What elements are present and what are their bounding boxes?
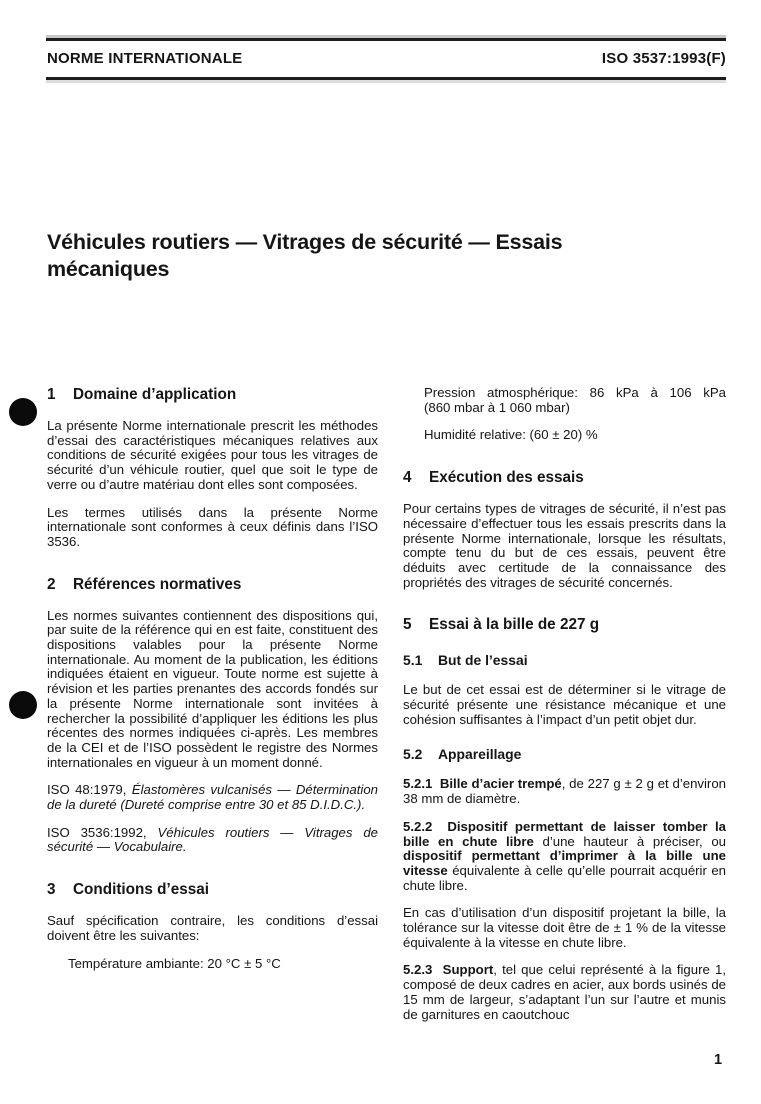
section-2-number: 2	[47, 575, 56, 593]
section-5-1-heading	[403, 652, 726, 668]
section-3-heading	[47, 881, 378, 898]
header-rule-top	[46, 38, 726, 41]
section-1-number: 1	[47, 386, 56, 403]
reference-iso-48	[47, 783, 378, 812]
reference-iso-3536	[47, 826, 378, 855]
reference-iso-3536-label: ISO 3536:1992,	[47, 824, 158, 840]
section-4-title: Exécution des essais	[429, 469, 584, 487]
condition-pressure-line2: (860 mbar à 1 060 mbar)	[424, 399, 570, 415]
reference-iso-48-title: Élastomères vulcanisés — Détermination de la dureté (Dureté comprise entre 30 et 85 D.I.D.C.).	[47, 782, 378, 813]
header-rule-bottom	[46, 77, 726, 80]
section-3-title: Conditions d’essai	[73, 881, 209, 899]
document-title-line1: Véhicules routiers — Vitrages de sécurité — Essais	[47, 230, 563, 254]
clause-5-2-2-text-1: d’une hauteur à préciser, ou	[533, 833, 726, 849]
clause-5-2-3-text: , tel que celui représenté à la figure 1, composé de deux cadres en acier, aux bords usinés de 15 mm de largeur, s’adaptant l’un sur l’autre et munis de garnitures en caoutchouc	[403, 962, 726, 1022]
section-1-heading	[47, 386, 378, 403]
section-5-2-title: Appareillage	[438, 746, 522, 763]
section-3-number: 3	[47, 881, 56, 899]
header-left-text: NORME INTERNATIONALE	[47, 50, 243, 67]
reference-iso-3536-title: Véhicules routiers — Vitrages de sécurité — Vocabulaire.	[47, 824, 378, 855]
page-number: 1	[714, 1052, 723, 1068]
section-5-2-number: 5.2	[403, 746, 423, 763]
document-title-line2: mécaniques	[47, 257, 170, 281]
clause-5-2-1-term: 5.2.1 Bille d’acier trempé	[403, 776, 562, 792]
clause-5-2-1-text: , de 227 g ± 2 g et d’environ 38 mm de diamètre.	[403, 776, 726, 807]
section-5-title: Essai à la bille de 227 g	[429, 616, 600, 634]
binding-dot-top	[9, 398, 37, 426]
condition-pressure-line1: Pression atmosphérique: 86 kPa à 106 kPa	[424, 385, 726, 400]
clause-5-2-1	[403, 777, 726, 806]
clause-5-2-3	[403, 963, 726, 1022]
section-1-title: Domaine d’application	[73, 386, 237, 403]
section-5-2-heading	[403, 746, 726, 762]
left-column	[47, 386, 378, 1035]
section-5-heading	[403, 616, 726, 633]
section-5-number: 5	[403, 616, 412, 634]
clause-5-2-2-text-2: équivalente à celle qu’elle pourrait acquérir en chute libre.	[403, 862, 726, 893]
section-1-paragraph-1: La présente Norme internationale prescrit les méthodes d’essai des caractéristiques mécaniques relatives aux conditions de sécurité exigées pour tous les vitrages de sécurité d’un véhicule routier, quel que soit le type de verre ou d’autre matériau dont elles sont composées.	[47, 418, 378, 492]
section-2-title: Références normatives	[73, 575, 242, 593]
section-3-paragraph-1: Sauf spécification contraire, les conditions d’essai doivent être les suivantes:	[47, 913, 378, 943]
section-1-paragraph-2: Les termes utilisés dans la présente Norme internationale sont conformes à ceux définis dans l’ISO 3536.	[47, 504, 378, 549]
right-column	[403, 386, 726, 1035]
binding-dot-bottom	[9, 691, 37, 719]
section-5-1-number: 5.1	[403, 652, 423, 669]
section-5-1-title: But de l’essai	[438, 652, 528, 669]
reference-iso-48-label: ISO 48:1979,	[47, 782, 132, 798]
section-4-heading	[403, 469, 726, 486]
clause-5-2-2-paragraph-2: En cas d’utilisation d’un dispositif projetant la bille, la tolérance sur la vitesse doit être de ± 1 % de la vitesse équivalente à la vitesse en chute libre.	[403, 905, 726, 950]
condition-temperature: Température ambiante: 20 °C ± 5 °C	[68, 955, 281, 971]
section-2-heading	[47, 576, 378, 593]
section-4-paragraph-1: Pour certains types de vitrages de sécurité, il n’est pas nécessaire d’effectuer tous les essais prescrits dans la présente Norme internationale, lorsque les résultats, compte tenu du but de ces essais, peuvent être déduits avec certitude de la connaissance des propriétés des vitrages de sécurité concernés.	[403, 501, 726, 590]
section-4-number: 4	[403, 469, 412, 487]
clause-5-2-2-term-1: 5.2.2 Dispositif permettant de laisser tomber la bille en chute libre	[403, 818, 726, 849]
clause-5-2-3-term: 5.2.3 Support	[403, 962, 494, 978]
section-5-1-paragraph-1: Le but de cet essai est de déterminer si le vitrage de sécurité présente une résistance mécanique et une cohésion suffisantes à l’impact d’un petit objet dur.	[403, 682, 726, 727]
clause-5-2-2-term-2: dispositif permettant d’imprimer à la bille une vitesse	[403, 848, 726, 878]
content-columns	[47, 386, 726, 1035]
document-title	[47, 229, 562, 283]
condition-humidity: Humidité relative: (60 ± 20) %	[424, 427, 598, 443]
section-2-paragraph-1: Les normes suivantes contiennent des dispositions qui, par suite de la référence qui en est faite, constituent des dispositions valables pour la présente Norme internationale. Au moment de la publication, les éditions indiquées étaient en vigueur. Toute norme est sujette à révision et les parties prenantes des accords fondés sur la présente Norme internationale sont invitées à rechercher la possibilité d’appliquer les éditions les plus récentes des normes indiquées ci-après. Les membres de la CEI et de l’ISO possèdent le registre des Normes internationales en vigueur à un moment donné.	[47, 607, 378, 770]
header-right-text: ISO 3537:1993(F)	[601, 50, 726, 67]
clause-5-2-2	[403, 820, 726, 894]
condition-pressure	[403, 386, 726, 415]
